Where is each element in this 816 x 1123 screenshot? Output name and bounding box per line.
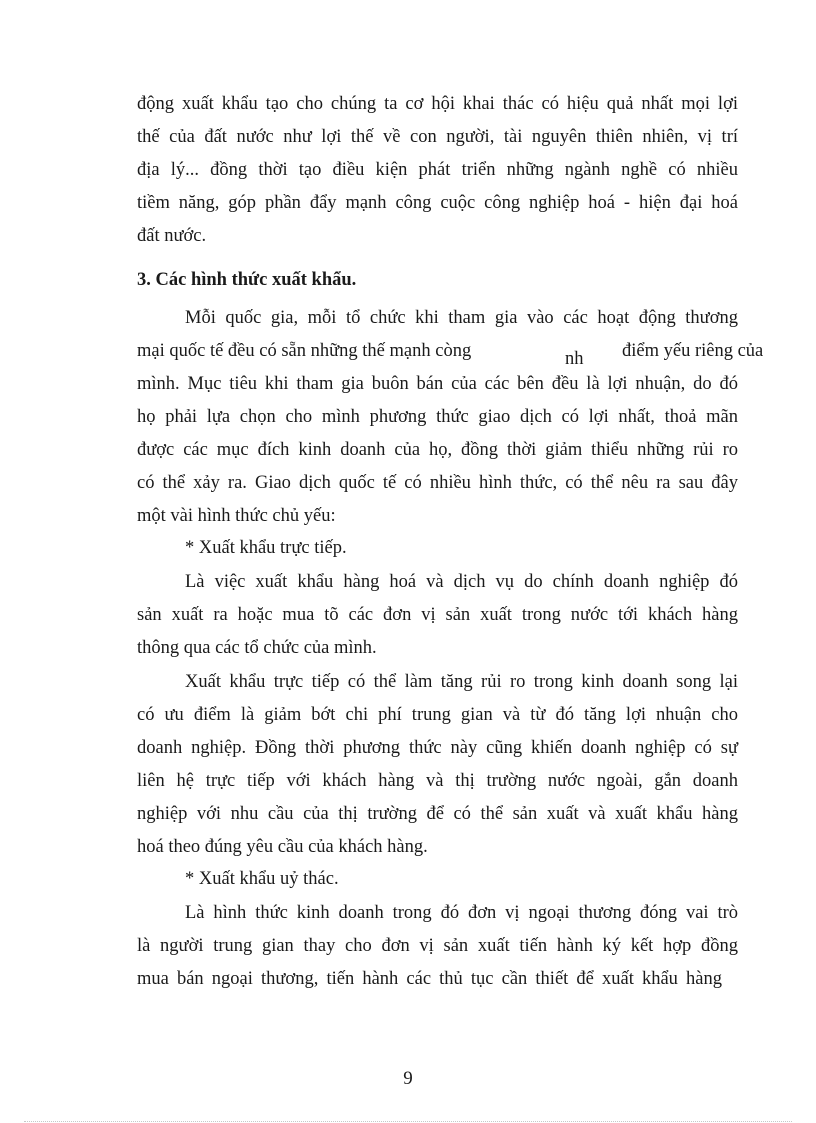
text-line: Là hình thức kinh doanh trong đó đơn vị ngoại thương đóng vai trò	[185, 903, 738, 923]
subscript-fragment: nh	[565, 349, 584, 369]
text-line: doanh nghiệp. Đồng thời phương thức này cũng khiến doanh nghiệp có sự	[137, 738, 738, 758]
text-line: Mỗi quốc gia, mỗi tổ chức khi tham gia vào các hoạt động thương	[185, 308, 738, 328]
text-line: nghiệp với nhu cầu của thị trường để có thể sản xuất và xuất khẩu hàng	[137, 804, 738, 824]
page-number: 9	[403, 1068, 413, 1089]
text-line: tiềm năng, góp phần đẩy mạnh công cuộc công nghiệp hoá - hiện đại hoá	[137, 193, 738, 213]
text-line: có thể xảy ra. Giao dịch quốc tế có nhiều hình thức, có thể nêu ra sau đây	[137, 473, 738, 493]
text-line: hoá theo đúng yêu cầu của khách hàng.	[137, 837, 428, 857]
text-line: là người trung gian thay cho đơn vị sản xuất tiến hành ký kết hợp đồng	[137, 936, 738, 956]
text-line: đất nước.	[137, 226, 207, 246]
page-bottom-border	[24, 1121, 792, 1122]
text-line: được các mục đích kinh doanh của họ, đồng thời giảm thiểu những rủi ro	[137, 440, 738, 460]
text-line: Xuất khẩu trực tiếp có thể làm tăng rủi ro trong kinh doanh song lại	[185, 672, 738, 692]
text-line: mua bán ngoại thương, tiến hành các thủ tục cần thiết để xuất khẩu hàng	[137, 969, 722, 989]
text-line: có ưu điểm là giảm bớt chi phí trung gian và từ đó tăng lợi nhuận cho	[137, 705, 738, 725]
text-line: sản xuất ra hoặc mua tõ các đơn vị sản xuất trong nước tới khách hàng	[137, 605, 738, 625]
text-line: một vài hình thức chủ yếu:	[137, 506, 336, 526]
text-line: liên hệ trực tiếp với khách hàng và thị trường nước ngoài, gắn doanh	[137, 771, 738, 791]
bullet-heading: * Xuất khẩu uỷ thác.	[185, 869, 339, 889]
text-line: thế của đất nước như lợi thế về con người, tài nguyên thiên nhiên, vị trí	[137, 127, 738, 147]
text-line: động xuất khẩu tạo cho chúng ta cơ hội khai thác có hiệu quả nhất mọi lợi	[137, 94, 738, 114]
text-line: Là việc xuất khẩu hàng hoá và dịch vụ do chính doanh nghiệp đó	[185, 572, 738, 592]
text-line: thông qua các tổ chức của mình.	[137, 638, 377, 658]
text-line: địa lý... đồng thời tạo điều kiện phát triển những ngành nghề có nhiều	[137, 160, 738, 180]
text-line: họ phải lựa chọn cho mình phương thức giao dịch có lợi nhất, thoả mãn	[137, 407, 738, 427]
section-heading: 3. Các hình thức xuất khẩu.	[137, 270, 357, 290]
text-line: mình. Mục tiêu khi tham gia buôn bán của các bên đều là lợi nhuận, do đó	[137, 374, 738, 394]
text-line: mại quốc tế đều có sẵn những thế mạnh còng	[137, 341, 472, 361]
text-line: điểm yếu riêng của	[622, 341, 764, 361]
bullet-heading: * Xuất khẩu trực tiếp.	[185, 538, 347, 558]
